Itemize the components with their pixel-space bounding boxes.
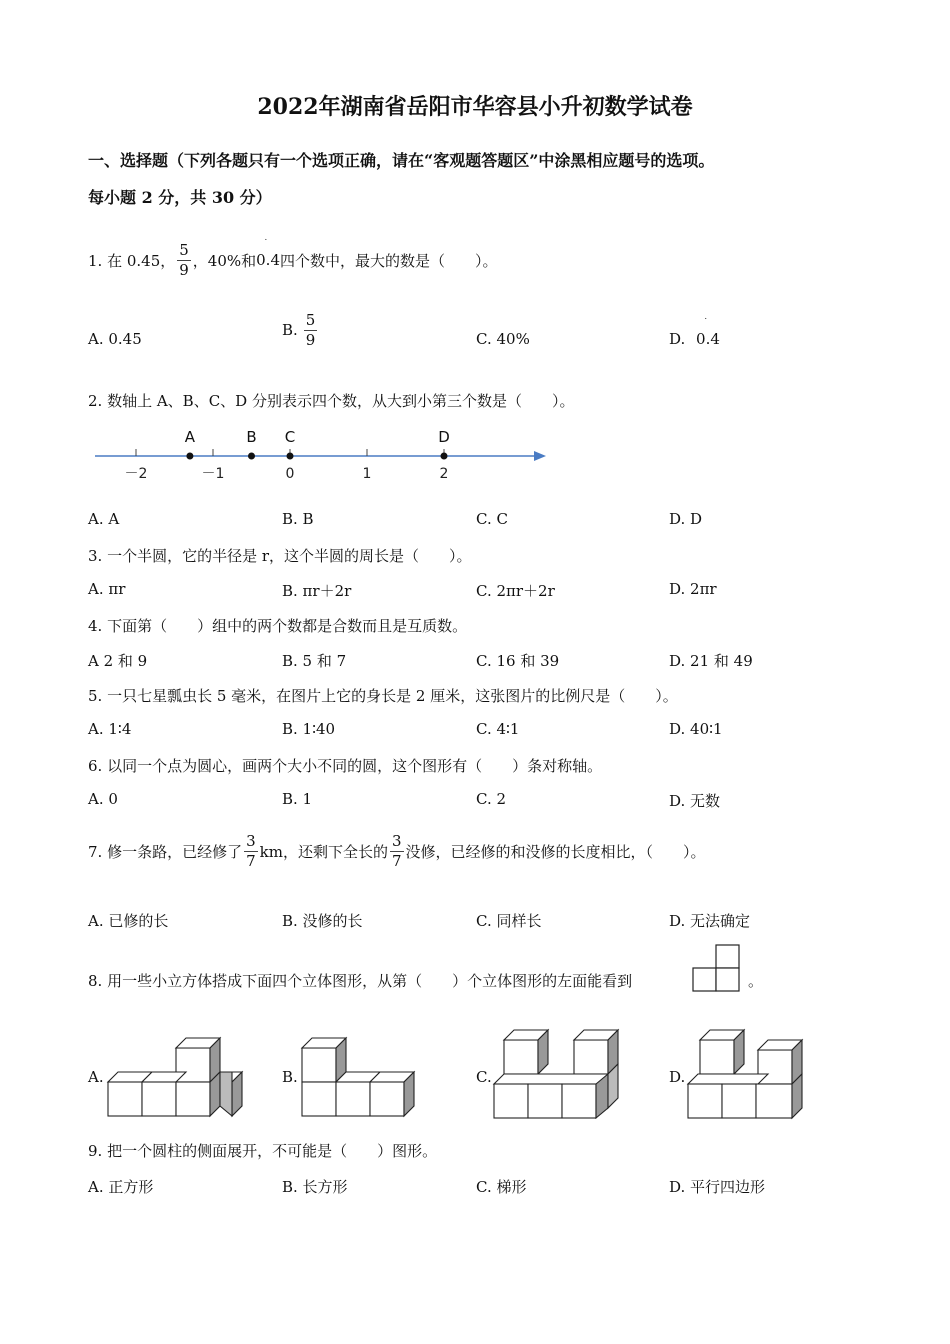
q6-option-b[interactable]: B. 1	[282, 790, 313, 808]
q4-option-d[interactable]: D. 21 和 49	[669, 652, 753, 670]
q7-post: 没修，已经修的和没修的长度相比，（ ）。	[405, 842, 706, 861]
q9-option-d[interactable]: D. 平行四边形	[669, 1178, 766, 1196]
number-line-point-label: A	[184, 428, 196, 446]
q1-fraction	[177, 240, 191, 279]
number-line-point-label: C	[284, 428, 296, 446]
q3-option-d[interactable]: D. 2πr	[669, 580, 717, 598]
number-line-point-d	[441, 453, 448, 460]
number-line-tick-label: 0	[285, 466, 295, 482]
q7-option-d[interactable]: D. 无法确定	[669, 912, 751, 930]
question-1	[88, 236, 498, 284]
q2-option-c[interactable]: C. C	[476, 510, 508, 528]
q1-recurring-decimal	[256, 251, 280, 269]
q4-option-a[interactable]: A 2 和 9	[88, 652, 148, 670]
number-line-point-b	[248, 453, 255, 460]
question-5: 5. 一只七星瓢虫长 5 毫米，在图片上它的身长是 2 厘米，这张图片的比例尺是（ ）。	[88, 687, 678, 705]
number-line-point-label: B	[246, 428, 257, 446]
q8-option-a[interactable]: A.	[88, 1068, 104, 1086]
q1-frac-denominator: 9	[179, 260, 189, 279]
number-line-tick-label: 1	[362, 466, 372, 482]
cube-figure-b	[294, 1030, 444, 1125]
q1-optb-denominator: 9	[305, 330, 316, 349]
question-8: 8. 用一些小立方体搭成下面四个立体图形，从第（ ）个立体图形的左面能看到	[88, 972, 633, 990]
number-line-point-c	[287, 453, 294, 460]
q2-option-b[interactable]: B. B	[282, 510, 314, 528]
q7-fraction-2	[390, 831, 404, 870]
q2-option-d[interactable]: D. D	[669, 510, 703, 528]
number-line-tick-label: －2	[124, 466, 148, 482]
q1-recur-value: 0.4	[256, 251, 280, 269]
cube-figure-c	[490, 1022, 640, 1122]
q1-optd-value: 0.4	[696, 330, 720, 348]
cube-figure-a	[100, 1030, 250, 1125]
q1-option-c[interactable]: C. 40%	[476, 330, 530, 348]
q4-option-c[interactable]: C. 16 和 39	[476, 652, 560, 670]
q4-option-b[interactable]: B. 5 和 7	[282, 652, 347, 670]
section-heading-line2: 每小题 2 分，共 30 分）	[88, 188, 272, 207]
q6-option-a[interactable]: A. 0	[88, 790, 118, 808]
left-view-figure	[692, 944, 742, 994]
number-line-point-label: D	[438, 428, 450, 446]
q7-fraction-1	[244, 831, 258, 870]
q1-optb-fraction	[304, 310, 318, 349]
q1-optb-label: B.	[282, 321, 298, 339]
q1-pre: 1. 在 0.45，	[88, 251, 176, 270]
q3-option-c[interactable]: C. 2πr＋2r	[476, 582, 555, 600]
q8-post: 。	[748, 972, 764, 990]
q7-pre: 7. 修一条路，已经修了	[88, 842, 243, 861]
q1-option-a[interactable]: A. 0.45	[88, 330, 142, 348]
q1-optb-numerator: 5	[305, 310, 316, 329]
question-3: 3. 一个半圆，它的半径是 r，这个半圆的周长是（ ）。	[88, 547, 472, 565]
q8-option-c[interactable]: C.	[476, 1068, 492, 1086]
q3-option-a[interactable]: A. πr	[88, 580, 126, 598]
q1-mid: ，40%和	[192, 251, 257, 270]
q1-option-d[interactable]	[669, 330, 720, 348]
q1-frac-numerator: 5	[179, 240, 189, 259]
q7-frac1-numerator: 3	[246, 831, 256, 850]
q9-option-b[interactable]: B. 长方形	[282, 1178, 348, 1196]
q7-option-b[interactable]: B. 没修的长	[282, 912, 363, 930]
q8-option-b[interactable]: B.	[282, 1068, 298, 1086]
number-line-tick-label: 2	[439, 466, 449, 482]
q3-option-b[interactable]: B. πr＋2r	[282, 582, 352, 600]
q8-option-d[interactable]: D.	[669, 1068, 686, 1086]
question-4: 4. 下面第（ ）组中的两个数都是合数而且是互质数。	[88, 617, 468, 635]
number-line	[90, 420, 560, 490]
q6-option-d[interactable]: D. 无数	[669, 792, 721, 810]
number-line-point-a	[186, 453, 193, 460]
number-line-tick-label: －1	[201, 466, 225, 482]
number-line-arrow-icon	[534, 451, 546, 461]
question-7	[88, 826, 706, 876]
q9-option-c[interactable]: C. 梯形	[476, 1178, 527, 1196]
question-2: 2. 数轴上 A、B、C、D 分别表示四个数，从大到小第三个数是（ ）。	[88, 392, 575, 410]
q9-option-a[interactable]: A. 正方形	[88, 1178, 154, 1196]
cube-figure-d	[684, 1022, 834, 1122]
question-9: 9. 把一个圆柱的侧面展开，不可能是（ ）图形。	[88, 1142, 438, 1160]
q1-optd-recurring	[696, 330, 720, 348]
q5-option-b[interactable]: B. 1∶40	[282, 720, 336, 738]
q5-option-c[interactable]: C. 4∶1	[476, 720, 520, 738]
q1-post: 四个数中，最大的数是（ ）。	[280, 251, 498, 270]
q7-mid: km，还剩下全长的	[259, 842, 388, 861]
q6-option-c[interactable]: C. 2	[476, 790, 507, 808]
q7-frac2-numerator: 3	[391, 831, 402, 850]
q7-frac2-denominator: 7	[391, 851, 402, 870]
q2-option-a[interactable]: A. A	[88, 510, 120, 528]
question-6: 6. 以同一个点为圆心，画两个大小不同的圆，这个图形有（ ）条对称轴。	[88, 757, 603, 775]
q5-option-a[interactable]: A. 1∶4	[88, 720, 132, 738]
q7-option-a[interactable]: A. 已修的长	[88, 912, 169, 930]
q1-option-b[interactable]	[282, 306, 319, 354]
q7-option-c[interactable]: C. 同样长	[476, 912, 542, 930]
q7-frac1-denominator: 7	[246, 851, 256, 870]
section-heading-line1: 一、选择题（下列各题只有一个选项正确，请在“客观题答题区”中涂黑相应题号的选项。	[88, 151, 715, 170]
q5-option-d[interactable]: D. 40∶1	[669, 720, 723, 738]
q1-optd-label: D.	[669, 330, 686, 348]
page-title: 2022年湖南省岳阳市华容县小升初数学试卷	[257, 94, 693, 120]
